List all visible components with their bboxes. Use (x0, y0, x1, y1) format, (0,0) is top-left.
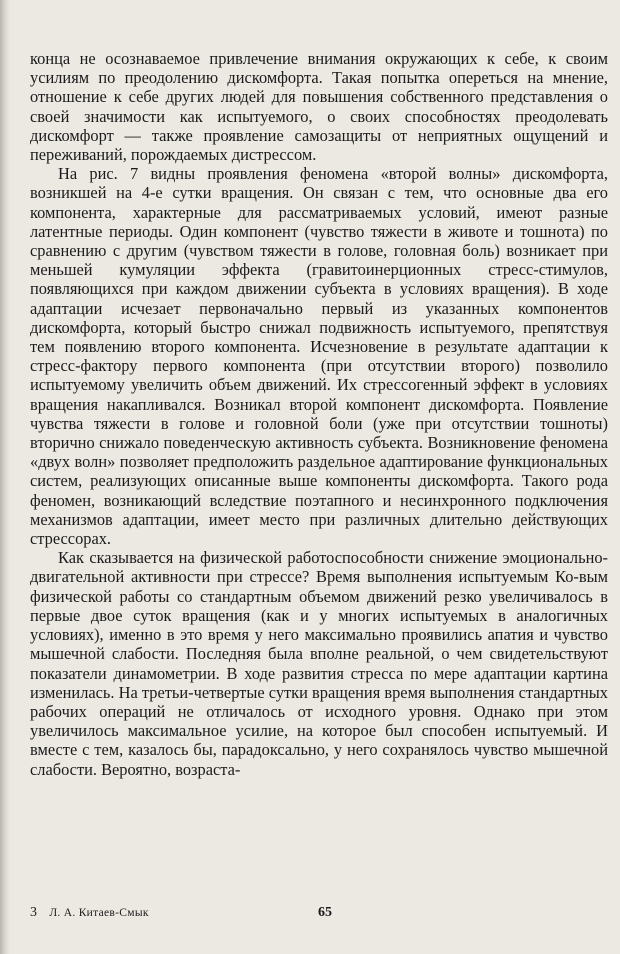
paragraph-1: конца не осознаваемое привлечение внимания окружающих к себе, к своим усилиям по преодолению дискомфорта. Такая попытка опереться на мнение, отношение к себе других людей для повышения собственного представления о своей значимости как испытуемого, о своих способностях преодолевать дискомфорт — также проявление самозащиты от неприятных ощущений и переживаний, порождаемых дистрессом. (30, 49, 608, 165)
paragraph-3: Как сказывается на физической работоспособности снижение эмоционально-двигательной активности при стрессе? Время выполнения испытуемым Ко-вым физической работы со стандартным объемом движений резко увеличивалось в первые двое суток вращения (как и у многих испытуемых в аналогичных условиях), именно в это время у него максимально проявились апатия и чувство мышечной слабости. Последняя была вполне реальной, о чем свидетельствуют показатели динамометрии. В ходе развития стресса по мере адаптации картина изменилась. На третьи-четвертые сутки вращения время выполнения стандартных рабочих операций не отличалось от исходного уровня. Однако при этом увеличилось максимальное усилие, на которое был способен испытуемый. И вместе с тем, казалось бы, парадоксально, у него сохранялось чувство мышечной слабости. Вероятно, возраста- (30, 548, 608, 779)
page-footer (30, 903, 608, 923)
paragraph-2: На рис. 7 видны проявления феномена «второй волны» дискомфорта, возникшей на 4-е сутки вращения. Он связан с тем, что основные два его компонента, характерные для рассматриваемых условий, имеют разные латентные периоды. Один компонент (чувство тяжести в животе и тошнота) по сравнению с другим (чувством тяжести в голове, головная боль) возникает при меньшей кумуляции эффекта (гравитоинерционных стресс-стимулов, появляющихся при каждом движении субъекта в условиях вращения). В ходе адаптации исчезает первоначально первый из указанных компонентов дискомфорта, который быстро снижал подвижность испытуемого, препятствуя тем появлению второго компонента. Исчезновение в результате адаптации к стресс-фактору первого компонента (при отсутствии второго) позволило испытуемому увеличить объем движений. Их стрессогенный эффект в условиях вращения накапливался. Возникал второй компонент дискомфорта. Появление чувства тяжести в голове и головной боли (уже при отсутствии тошноты) вторично снижало поведенческую активность субъекта. Возникновение феномена «двух волн» позволяет предположить раздельное адаптирование функциональных систем, реализующих описанные выше компоненты дискомфорта. Такого рода феномен, возникающий вследствие поэтапного и несинхронного подключения механизмов адаптации, имеет место при различных длительно действующих стрессорах. (30, 164, 608, 549)
printer-signature (30, 903, 149, 923)
page-binding-shadow (0, 0, 10, 954)
signature-text: Л. А. Китаев-Смык (49, 907, 149, 919)
signature-number: 3 (30, 905, 38, 920)
page-number: 65 (318, 905, 332, 920)
body-text (30, 49, 608, 779)
